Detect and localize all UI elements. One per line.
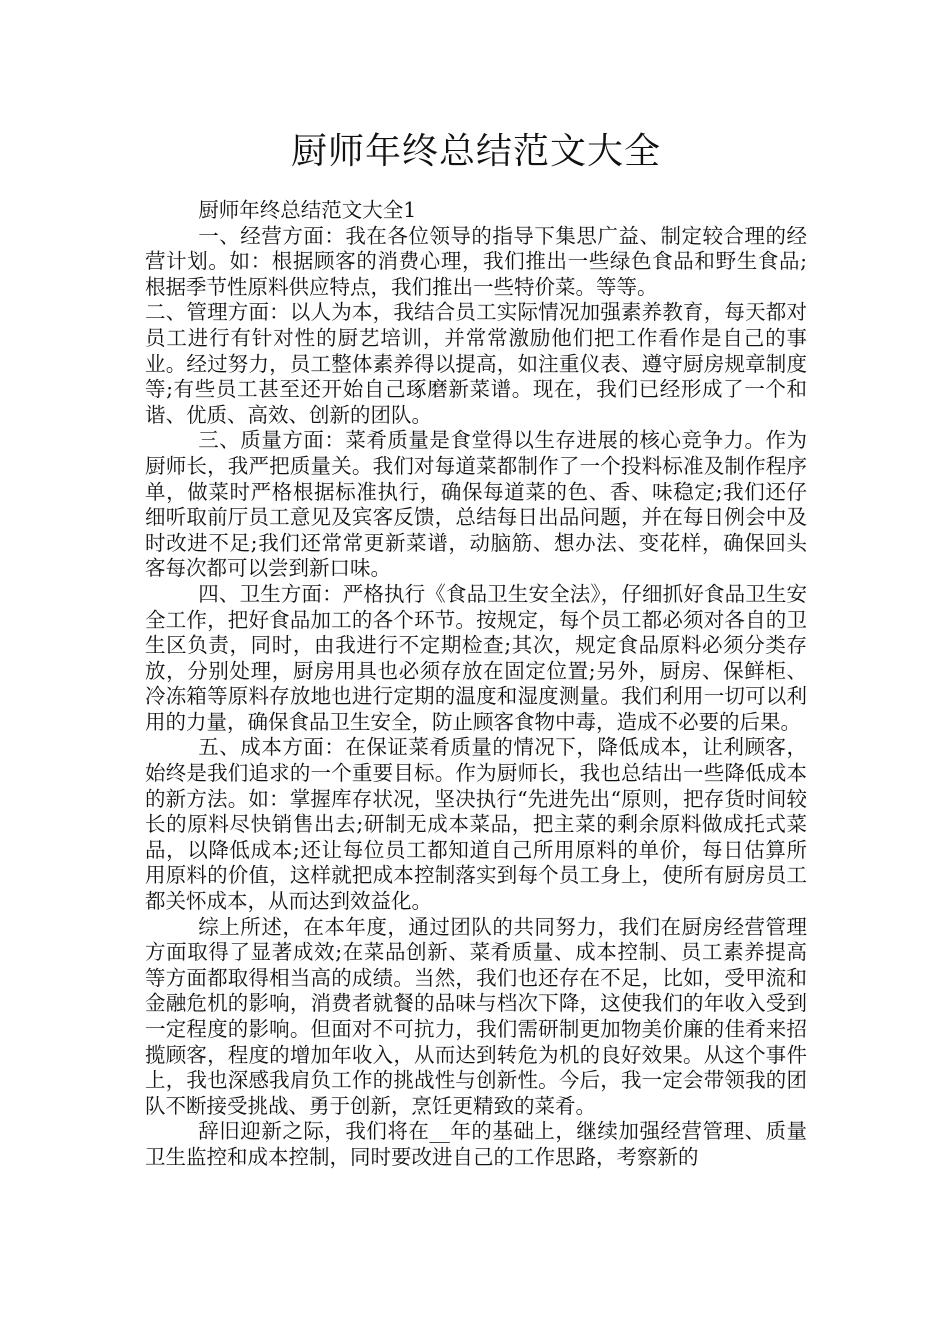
paragraph-outlook: 辞旧迎新之际，我们将在__年的基础上，继续加强经营管理、质量卫生监控和成本控制，同时要改进自己的工作思路，考察新的 [145,1119,807,1169]
document-page [145,128,807,1171]
section-heading: 厨师年终总结范文大全1 [198,198,417,222]
paragraph-operations: 一、经营方面：我在各位领导的指导下集思广益、制定较合理的经营计划。如：根据顾客的消费心理，我们推出一些绿色食品和野生食品;根据季节性原料供应特点，我们推出一些特价菜。等等。 [145,223,807,299]
paragraph-hygiene: 四、卫生方面：严格执行《食品卫生安全法》，仔细抓好食品卫生安全工作，把好食品加工的各个环节。按规定，每个员工都必须对各自的卫生区负责，同时，由我进行不定期检查;其次，规定食品原料必须分类存放，分别处理，厨房用具也必须存放在固定位置;另外，厨房、保鲜柜、冷冻箱等原料存放地也进行定期的温度和湿度测量。我们利用一切可以利用的力量，确保食品卫生安全，防止顾客食物中毒，造成不必要的后果。 [145,581,807,734]
paragraph-summary: 综上所述，在本年度，通过团队的共同努力，我们在厨房经营管理方面取得了显著成效;在菜品创新、菜肴质量、成本控制、员工素养提高等方面都取得相当高的成绩。当然，我们也还存在不足，比如，受甲流和金融危机的影响，消费者就餐的品味与档次下降，这使我们的年收入受到一定程度的影响。但面对不可抗力，我们需研制更加物美价廉的佳肴来招揽顾客，程度的增加年收入，从而达到转危为机的良好效果。从这个事件上，我也深感我肩负工作的挑战性与创新性。今后，我一定会带领我的团队不断接受挑战、勇于创新，烹饪更精致的菜肴。 [145,914,807,1118]
paragraph-quality: 三、质量方面：菜肴质量是食堂得以生存进展的核心竞争力。作为厨师长，我严把质量关。我们对每道菜都制作了一个投料标准及制作程序单，做菜时严格根据标准执行，确保每道菜的色、香、味稳定;我们还仔细听取前厅员工意见及宾客反馈，总结每日出品问题，并在每日例会中及时改进不足;我们还常常更新菜谱，动脑筋、想办法、变花样，确保回头客每次都可以尝到新口味。 [145,428,807,581]
paragraph-cost: 五、成本方面：在保证菜肴质量的情况下，降低成本，让利顾客，始终是我们追求的一个重要目标。作为厨师长，我也总结出一些降低成本的新方法。如：掌握库存状况，坚决执行“先进先出“原则，把存货时间较长的原料尽快销售出去;研制无成本菜品，把主菜的剩余原料做成托式菜品，以降低成本;还让每位员工都知道自己所用原料的单价，每日估算所用原料的价值，这样就把成本控制落实到每个员工身上，使所有厨房员工都关怀成本，从而达到效益化。 [145,735,807,914]
paragraph-management: 二、管理方面：以人为本，我结合员工实际情况加强素养教育，每天都对员工进行有针对性的厨艺培训，并常常激励他们把工作看作是自己的事业。经过努力，员工整体素养得以提高，如注重仪表、遵守厨房规章制度等;有些员工甚至还开始自己琢磨新菜谱。现在，我们已经形成了一个和谐、优质、高效、创新的团队。 [145,300,807,427]
document-title: 厨师年终总结范文大全 [290,131,661,172]
